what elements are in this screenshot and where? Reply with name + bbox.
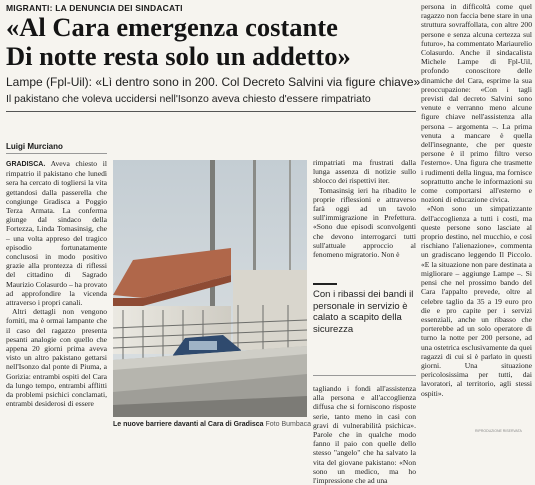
column-4-paragraph-2: «Non sono un simpatizzante dell'accoglienza a tutti i costi, ma queste persone sono lasciate al proprio destino, nel mucchio, e così rischiano l'alienazione», commenta un gradiscano leggendo Il Piccolo. «E la situazione non pare destinata a migliorare – aggiunge Lampe –. Si pensi che nel prossimo bando del Cara l'appalto prevede, oltre al celebre taglio da 35 a 19 euro pro die e pro capite per i servizi essenziali, anche un ribasso che porterebbe ad un solo operatore di turno la notte per 200 persone, ad una ostetrica esclusivamente da quei ragazzi di cui sì è parlato in questi giorni. Una situazione pericolosissima per tutti, dai lavoratori, al territorio, agli stessi ospiti».	[421, 204, 532, 398]
headline-line-2: Di notte resta solo un addetto»	[6, 41, 351, 71]
copyright-note: RIPRODUZIONE RISERVATA	[475, 429, 522, 433]
dateline: GRADISCA.	[6, 161, 46, 168]
caption-text: Le nuove barriere davanti al Cara di Gradisca	[113, 421, 264, 428]
column-4-text: persona in difficoltà come quel ragazzo non faccia bene stare in una struttura sovraffollata, con altre 200 persone e senza alcuna certezza sul futuro», ha commentato Mariaurelio Colasurdo. Anche il sindacalista Michele Lampe di Fpl-Uil, profondo conoscitore delle dinamiche del Cara, esprime la sua preoccupazione: «Con i tagli previsti dal decreto Salvini sono venute e verranno meno alcune figure chiave nell'assistenza alla persona – argomenta –. La prima venuta a mancare è quella dell'insegnante, che per queste persone è il primo filtro verso l'esterno». Una figura che trasmette i rudimenti della lingua, ma fornisce soprattutto anche le informazioni su come comportarsi all'esterno e nozioni di educazione civica.	[421, 2, 532, 205]
column-3-text: tagliando i fondi all'assistenza alla persona e all'accoglienza diffusa che si forniscono risposte serie, tanto meno in casi con gravi di vulnerabilità psichica». Parole che in qualche modo fanno il paio con quelle dello stesso "angelo" che ha salvato la vita del giovane pakistano: «Non sono un medico, ma ho l'impressione che ad una	[313, 384, 416, 485]
photo-caption	[113, 421, 312, 428]
subheadline: Lampe (Fpl-Uil): «Lì dentro sono in 200. Col Decreto Salvini via figure chiave»	[6, 75, 421, 89]
headline	[6, 13, 416, 71]
photo-credit: Foto Bumbaca	[265, 421, 312, 428]
column-2-text: rimpatriati ma frustrati dalla lunga assenza di notizie sullo sblocco dei rispettivi iter.	[313, 158, 416, 186]
pull-quote-text: Con i ribassi dei bandi il personale in servizio è calato a scapito della sicurezza	[313, 289, 414, 335]
headline-rule	[6, 111, 416, 112]
column-2-paragraph-2: Tomasinsig ieri ha ribadito le proprie riflessioni e attraverso farà oggi ad un tavolo sull'immigrazione in Prefettura. «Sono due episodi sconvolgenti che devono interrogarci tutti sull'attuale approccio al fenomeno migratorio. Non è	[313, 185, 416, 260]
summary: Il pakistano che voleva uccidersi nell'Isonzo aveva chiesto d'essere rimpatriato	[6, 93, 371, 105]
pull-quote	[313, 283, 416, 335]
column-1-paragraph-2: Altri dettagli non vengono forniti, ma è ormai lampante che il caso del ragazzo presenta pesanti analogie con quello che appena 20 giorni prima aveva visto un altro pakistano gettarsi nell'Isonzo dal ponte di Piuma, a Gorizia: entrambi ospiti del Cara da lungo tempo, entrambi afflitti da problemi psichici conclamati, entrambi desiderosi di essere	[6, 307, 107, 409]
article-column-4	[421, 2, 532, 430]
article-column-3	[313, 384, 416, 485]
article-column-2	[313, 158, 416, 278]
article-photo	[113, 160, 307, 417]
article-column-1	[6, 159, 107, 431]
headline-line-1: «Al Cara emergenza costante	[6, 12, 338, 42]
byline-rule	[6, 153, 107, 154]
pull-quote-rule	[313, 375, 416, 376]
kicker: MIGRANTI: LA DENUNCIA DEI SINDACATI	[6, 3, 183, 13]
column-1-text: Aveva chiesto il rimpatrio il pakistano che lunedì sera ha cercato di togliersi la vita gettandosi dalla passerella che congiunge Gradisca a Poggio Terza Armata. La conferma giunge dal sindaco della Fortezza, Linda Tomasinsig, che – una volta appreso del tragico episodio fortunatamente conclusosi in modo positivo grazie alla prontezza di riflessi del cittadino di Sagrado Maurizio Colasurdo – ha provato ad approfondire la vicenda attraverso i propri canali.	[6, 159, 107, 308]
author-byline: Luigi Murciano	[6, 142, 63, 151]
photo-image	[113, 160, 307, 417]
pull-quote-bar	[313, 283, 337, 285]
